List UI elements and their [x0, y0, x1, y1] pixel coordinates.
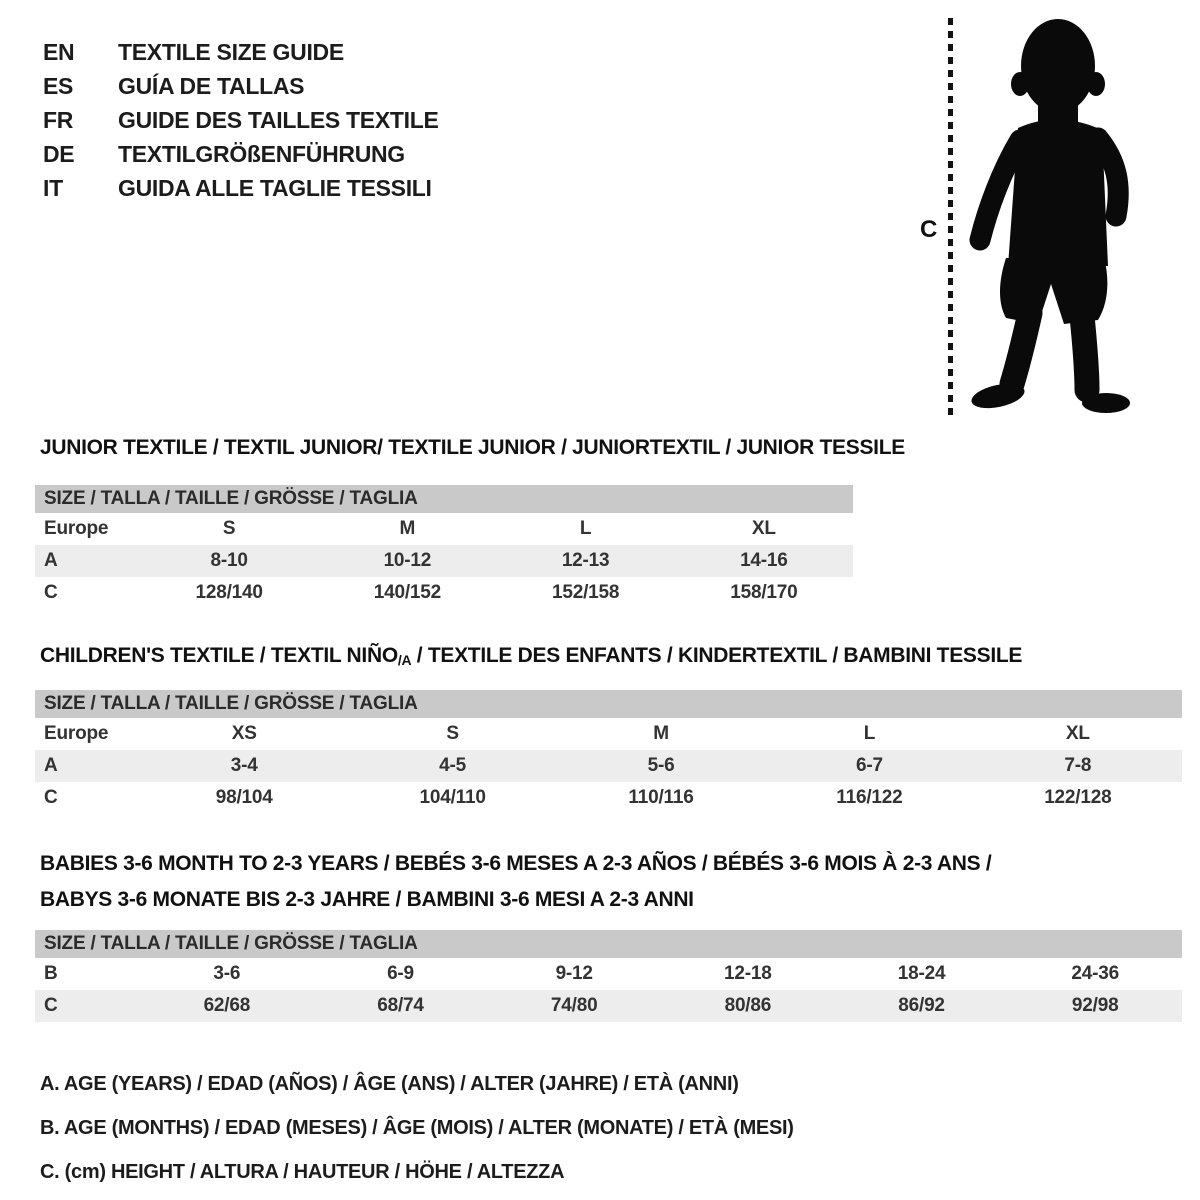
table-cell: 128/140: [195, 582, 263, 603]
table-row: [35, 782, 1182, 814]
row-label: A: [44, 550, 58, 571]
babies-size-table: [35, 930, 1182, 1022]
title-text: CHILDREN'S TEXTILE / TEXTIL NIÑO: [40, 644, 398, 667]
footnote-b: B. AGE (MONTHS) / EDAD (MESES) / ÂGE (MOIS) / ALTER (MONATE) / ETÀ (MESI): [40, 1117, 794, 1139]
language-code: FR: [43, 107, 74, 133]
footnote-a: A. AGE (YEARS) / EDAD (AÑOS) / ÂGE (ANS) / ALTER (JAHRE) / ETÀ (ANNI): [40, 1073, 739, 1095]
language-code: IT: [43, 175, 63, 201]
table-cell: 110/116: [628, 787, 694, 808]
section-title-children: [40, 644, 1022, 668]
table-cell: 68/74: [377, 995, 424, 1016]
table-row: [35, 750, 1182, 782]
table-cell: 122/128: [1044, 787, 1112, 808]
language-title: TEXTILGRÖßENFÜHRUNG: [118, 141, 405, 167]
table-cell: 12-13: [561, 550, 610, 571]
size-table-header: SIZE / TALLA / TAILLE / GRÖSSE / TAGLIA: [35, 485, 853, 513]
title-line: BABIES 3-6 MONTH TO 2-3 YEARS / BEBÉS 3-6 MESES A 2-3 AÑOS / BÉBÉS 3-6 MOIS À 2-3 ANS /: [40, 852, 992, 875]
language-legend: [43, 40, 439, 200]
language-code: ES: [43, 73, 74, 99]
title-line: BABYS 3-6 MONATE BIS 2-3 JAHRE / BAMBINI 3-6 MESI A 2-3 ANNI: [40, 888, 694, 911]
row-label: B: [44, 963, 58, 984]
title-subscript: /A: [397, 652, 412, 668]
table-row: [35, 990, 1182, 1022]
table-cell: 74/80: [550, 995, 598, 1016]
table-cell: 9-12: [555, 963, 593, 984]
junior-size-table: [35, 485, 853, 609]
table-cell: 7-8: [1064, 755, 1092, 776]
row-label: C: [44, 787, 58, 808]
children-size-table: [35, 690, 1182, 814]
table-cell: XL: [751, 518, 776, 539]
table-cell: 98/104: [215, 787, 273, 808]
language-title: GUIDA ALLE TAGLIE TESSILI: [118, 175, 432, 201]
table-cell: XS: [231, 723, 257, 744]
table-cell: 18-24: [897, 963, 946, 984]
table-cell: XL: [1065, 723, 1090, 744]
table-cell: 3-4: [230, 755, 258, 776]
table-cell: L: [863, 723, 876, 744]
table-cell: 8-10: [210, 550, 248, 571]
language-title: GUÍA DE TALLAS: [118, 73, 305, 99]
table-cell: 4-5: [439, 755, 467, 776]
table-cell: 24-36: [1071, 963, 1119, 984]
table-cell: 12-18: [724, 963, 772, 984]
size-table-header: SIZE / TALLA / TAILLE / GRÖSSE / TAGLIA: [35, 930, 1182, 958]
language-code: DE: [43, 141, 75, 167]
table-cell: 80/86: [724, 995, 772, 1016]
table-cell: 6-9: [387, 963, 414, 984]
height-measure-label: C: [920, 216, 938, 243]
table-row: [35, 718, 1182, 750]
table-body: [35, 958, 1182, 1022]
footnote-c: C. (cm) HEIGHT / ALTURA / HAUTEUR / HÖHE / ALTEZZA: [40, 1161, 565, 1183]
row-label: Europe: [44, 518, 109, 539]
table-body: [35, 718, 1182, 814]
table-cell: 6-7: [855, 755, 883, 776]
language-title: GUIDE DES TAILLES TEXTILE: [118, 107, 439, 133]
table-row: [35, 577, 853, 609]
table-row: [35, 958, 1182, 990]
section-title-babies: [40, 846, 991, 918]
table-body: [35, 513, 853, 609]
row-label: C: [44, 582, 58, 603]
table-cell: L: [579, 518, 592, 539]
table-cell: 140/152: [373, 582, 442, 603]
size-table-header: SIZE / TALLA / TAILLE / GRÖSSE / TAGLIA: [35, 690, 1182, 718]
table-cell: S: [222, 518, 236, 539]
footnotes: [40, 1062, 794, 1194]
height-dashed-line: [948, 18, 953, 416]
table-cell: M: [399, 518, 416, 539]
table-cell: 104/110: [419, 787, 486, 808]
table-cell: 152/158: [551, 582, 620, 603]
table-cell: 158/170: [730, 582, 798, 603]
section-title-junior: JUNIOR TEXTILE / TEXTIL JUNIOR/ TEXTILE JUNIOR / JUNIORTEXTIL / JUNIOR TESSILE: [40, 436, 905, 459]
row-label: C: [44, 995, 58, 1016]
language-title: TEXTILE SIZE GUIDE: [118, 39, 344, 65]
table-row: [35, 545, 853, 577]
table-cell: 14-16: [740, 550, 788, 571]
row-label: A: [44, 755, 58, 776]
table-cell: 62/68: [203, 995, 251, 1016]
table-cell: 86/92: [898, 995, 945, 1016]
table-cell: S: [446, 723, 459, 744]
table-cell: M: [653, 723, 669, 744]
toddler-silhouette-icon: [966, 18, 1136, 418]
table-cell: 10-12: [383, 550, 432, 571]
title-text: / TEXTILE DES ENFANTS / KINDERTEXTIL / BAMBINI TESSILE: [411, 644, 1023, 667]
table-cell: 116/122: [836, 787, 903, 808]
table-cell: 3-6: [213, 963, 241, 984]
row-label: Europe: [44, 723, 109, 744]
table-cell: 5-6: [647, 755, 675, 776]
language-code: EN: [43, 39, 75, 65]
table-cell: 92/98: [1071, 995, 1119, 1016]
table-row: [35, 513, 853, 545]
